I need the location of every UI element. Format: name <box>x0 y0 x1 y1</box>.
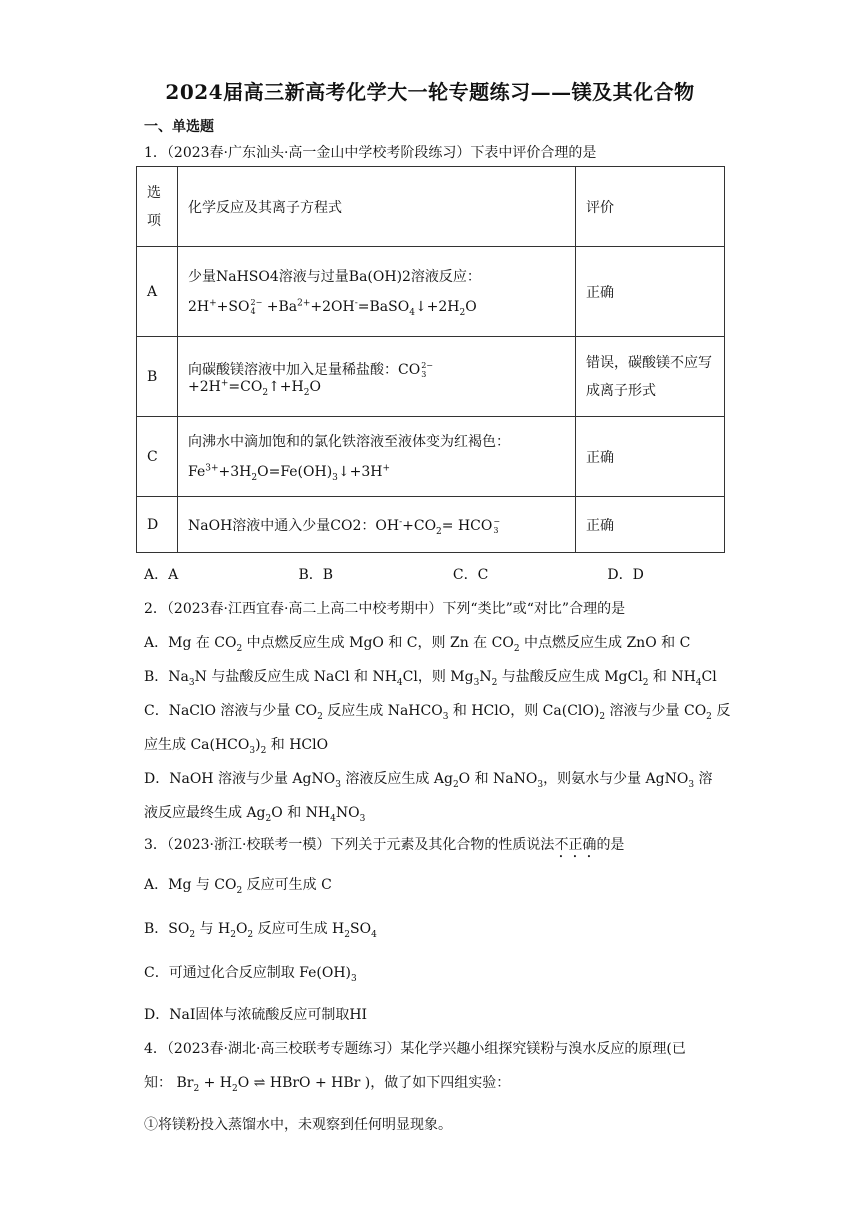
question-1-options <box>144 564 844 584</box>
question-1-table <box>136 166 725 553</box>
reaction-equation: $OH^-+CO_2=$ HCO − 3 <box>375 516 501 537</box>
reaction-text: NaOH溶液中通入少量CO2： <box>188 517 376 534</box>
question-4-stem-cont: 知： $Br_2 + H_2O$ ⇌ HBrO + HBr )，做了如下四组实验： <box>144 1075 511 1094</box>
row-evaluation: 正确 <box>576 417 725 497</box>
row-reaction <box>178 247 576 337</box>
question-3-stem: 3．（2023·浙江·校联考一模）下列关于元素及其化合物的性质说法不正确的是 <box>144 837 625 853</box>
row-reaction <box>178 337 576 417</box>
reaction-equation: 2H++SO 2− 4 $+Ba^{2+}+2OH^-=BaSO_4↓+2H_2O$ <box>188 297 477 318</box>
row-evaluation: 错误，碳酸镁不应写成离子形式 <box>576 337 725 417</box>
question-2-option-b[interactable]: B．$Na_3N$ 与盐酸反应生成 NaCl 和 $NH_4Cl$，则 $Mg_3N_2$ 与盐酸反应生成 MgCl$_2$ 和 $NH_4Cl$ <box>144 669 717 688</box>
row-option: B <box>137 337 178 417</box>
row-option: D <box>137 497 178 553</box>
reaction-equation: CO 2− 3 $+2H^+=CO_2↑+H_2O$ <box>188 360 433 398</box>
option-c[interactable]: C．C <box>452 567 489 583</box>
question-3-option-a[interactable]: A．Mg 与 $CO_2$ 反应可生成 C <box>144 877 332 896</box>
reaction-text: 少量NaHSO4溶液与过量Ba(OH)2溶液反应： <box>188 268 481 285</box>
section-heading: 一、单选题 <box>144 119 214 135</box>
table-row <box>137 337 725 417</box>
row-reaction <box>178 497 576 553</box>
header-reaction: 化学反应及其离子方程式 <box>178 167 576 247</box>
table-row <box>137 497 725 553</box>
option-b[interactable]: B．B <box>298 567 334 583</box>
row-reaction <box>178 417 576 497</box>
row-evaluation: 正确 <box>576 497 725 553</box>
question-2-option-c[interactable]: C．NaClO 溶液与少量 $CO_2$ 反应生成 NaHCO$_3$ 和 HClO，则 $Ca(ClO)_2$ 溶液与少量 $CO_2$ 反 <box>144 703 731 722</box>
question-4-item-1: ①将镁粉投入蒸馏水中，未观察到任何明显现象。 <box>144 1117 452 1133</box>
question-2-option-c-cont: 应生成 $Ca(HCO_3)_2$ 和 HClO <box>144 737 329 756</box>
table-row <box>137 247 725 337</box>
reaction-equation: $Fe^{3+}+3H_2O=Fe(OH)_3↓+3H^+$ <box>188 462 391 483</box>
header-option: 选项 <box>137 167 178 247</box>
table-row <box>137 417 725 497</box>
question-3-option-b[interactable]: B．$SO_2$ 与 $H_2O_2$ 反应可生成 $H_2SO_4$ <box>144 921 377 940</box>
question-2-option-a[interactable]: A．Mg 在 $CO_2$ 中点燃反应生成 MgO 和 C，则 Zn 在 $CO_2$ 中点燃反应生成 ZnO 和 C <box>144 635 691 654</box>
row-option: A <box>137 247 178 337</box>
row-option: C <box>137 417 178 497</box>
header-evaluation: 评价 <box>576 167 725 247</box>
page-title: 2024届高三新高考化学大一轮专题练习——镁及其化合物 <box>165 80 695 104</box>
reaction-text: 向沸水中滴加饱和的氯化铁溶液至液体变为红褐色： <box>188 433 510 450</box>
row-evaluation: 正确 <box>576 247 725 337</box>
question-3-option-c[interactable]: C．可通过化合反应制取 $Fe(OH)_3$ <box>144 965 357 984</box>
question-4-stem: 4．（2023春·湖北·高三校联考专题练习）某化学兴趣小组探究镁粉与溴水反应的原理(已 <box>144 1041 686 1057</box>
question-2-option-d-cont: 液反应最终生成 $Ag_2O$ 和 $NH_4NO_3$ <box>144 805 366 824</box>
option-a[interactable]: A．A <box>144 567 179 583</box>
reaction-text: 向碳酸镁溶液中加入足量稀盐酸： <box>188 361 398 378</box>
question-3-option-d[interactable]: D．NaI固体与浓硫酸反应可制取HI <box>144 1007 368 1023</box>
question-2-stem: 2．（2023春·江西宜春·高二上高二中校考期中）下列“类比”或“对比”合理的是 <box>144 601 626 617</box>
option-d[interactable]: D．D <box>607 567 644 583</box>
table-header-row <box>137 167 725 247</box>
question-2-option-d[interactable]: D．NaOH 溶液与少量 AgNO$_3$ 溶液反应生成 $Ag_2O$ 和 NaNO$_3$，则氨水与少量 AgNO$_3$ 溶 <box>144 771 713 790</box>
question-1-stem: 1．（2023春·广东汕头·高一金山中学校考阶段练习）下表中评价合理的是 <box>144 145 597 161</box>
